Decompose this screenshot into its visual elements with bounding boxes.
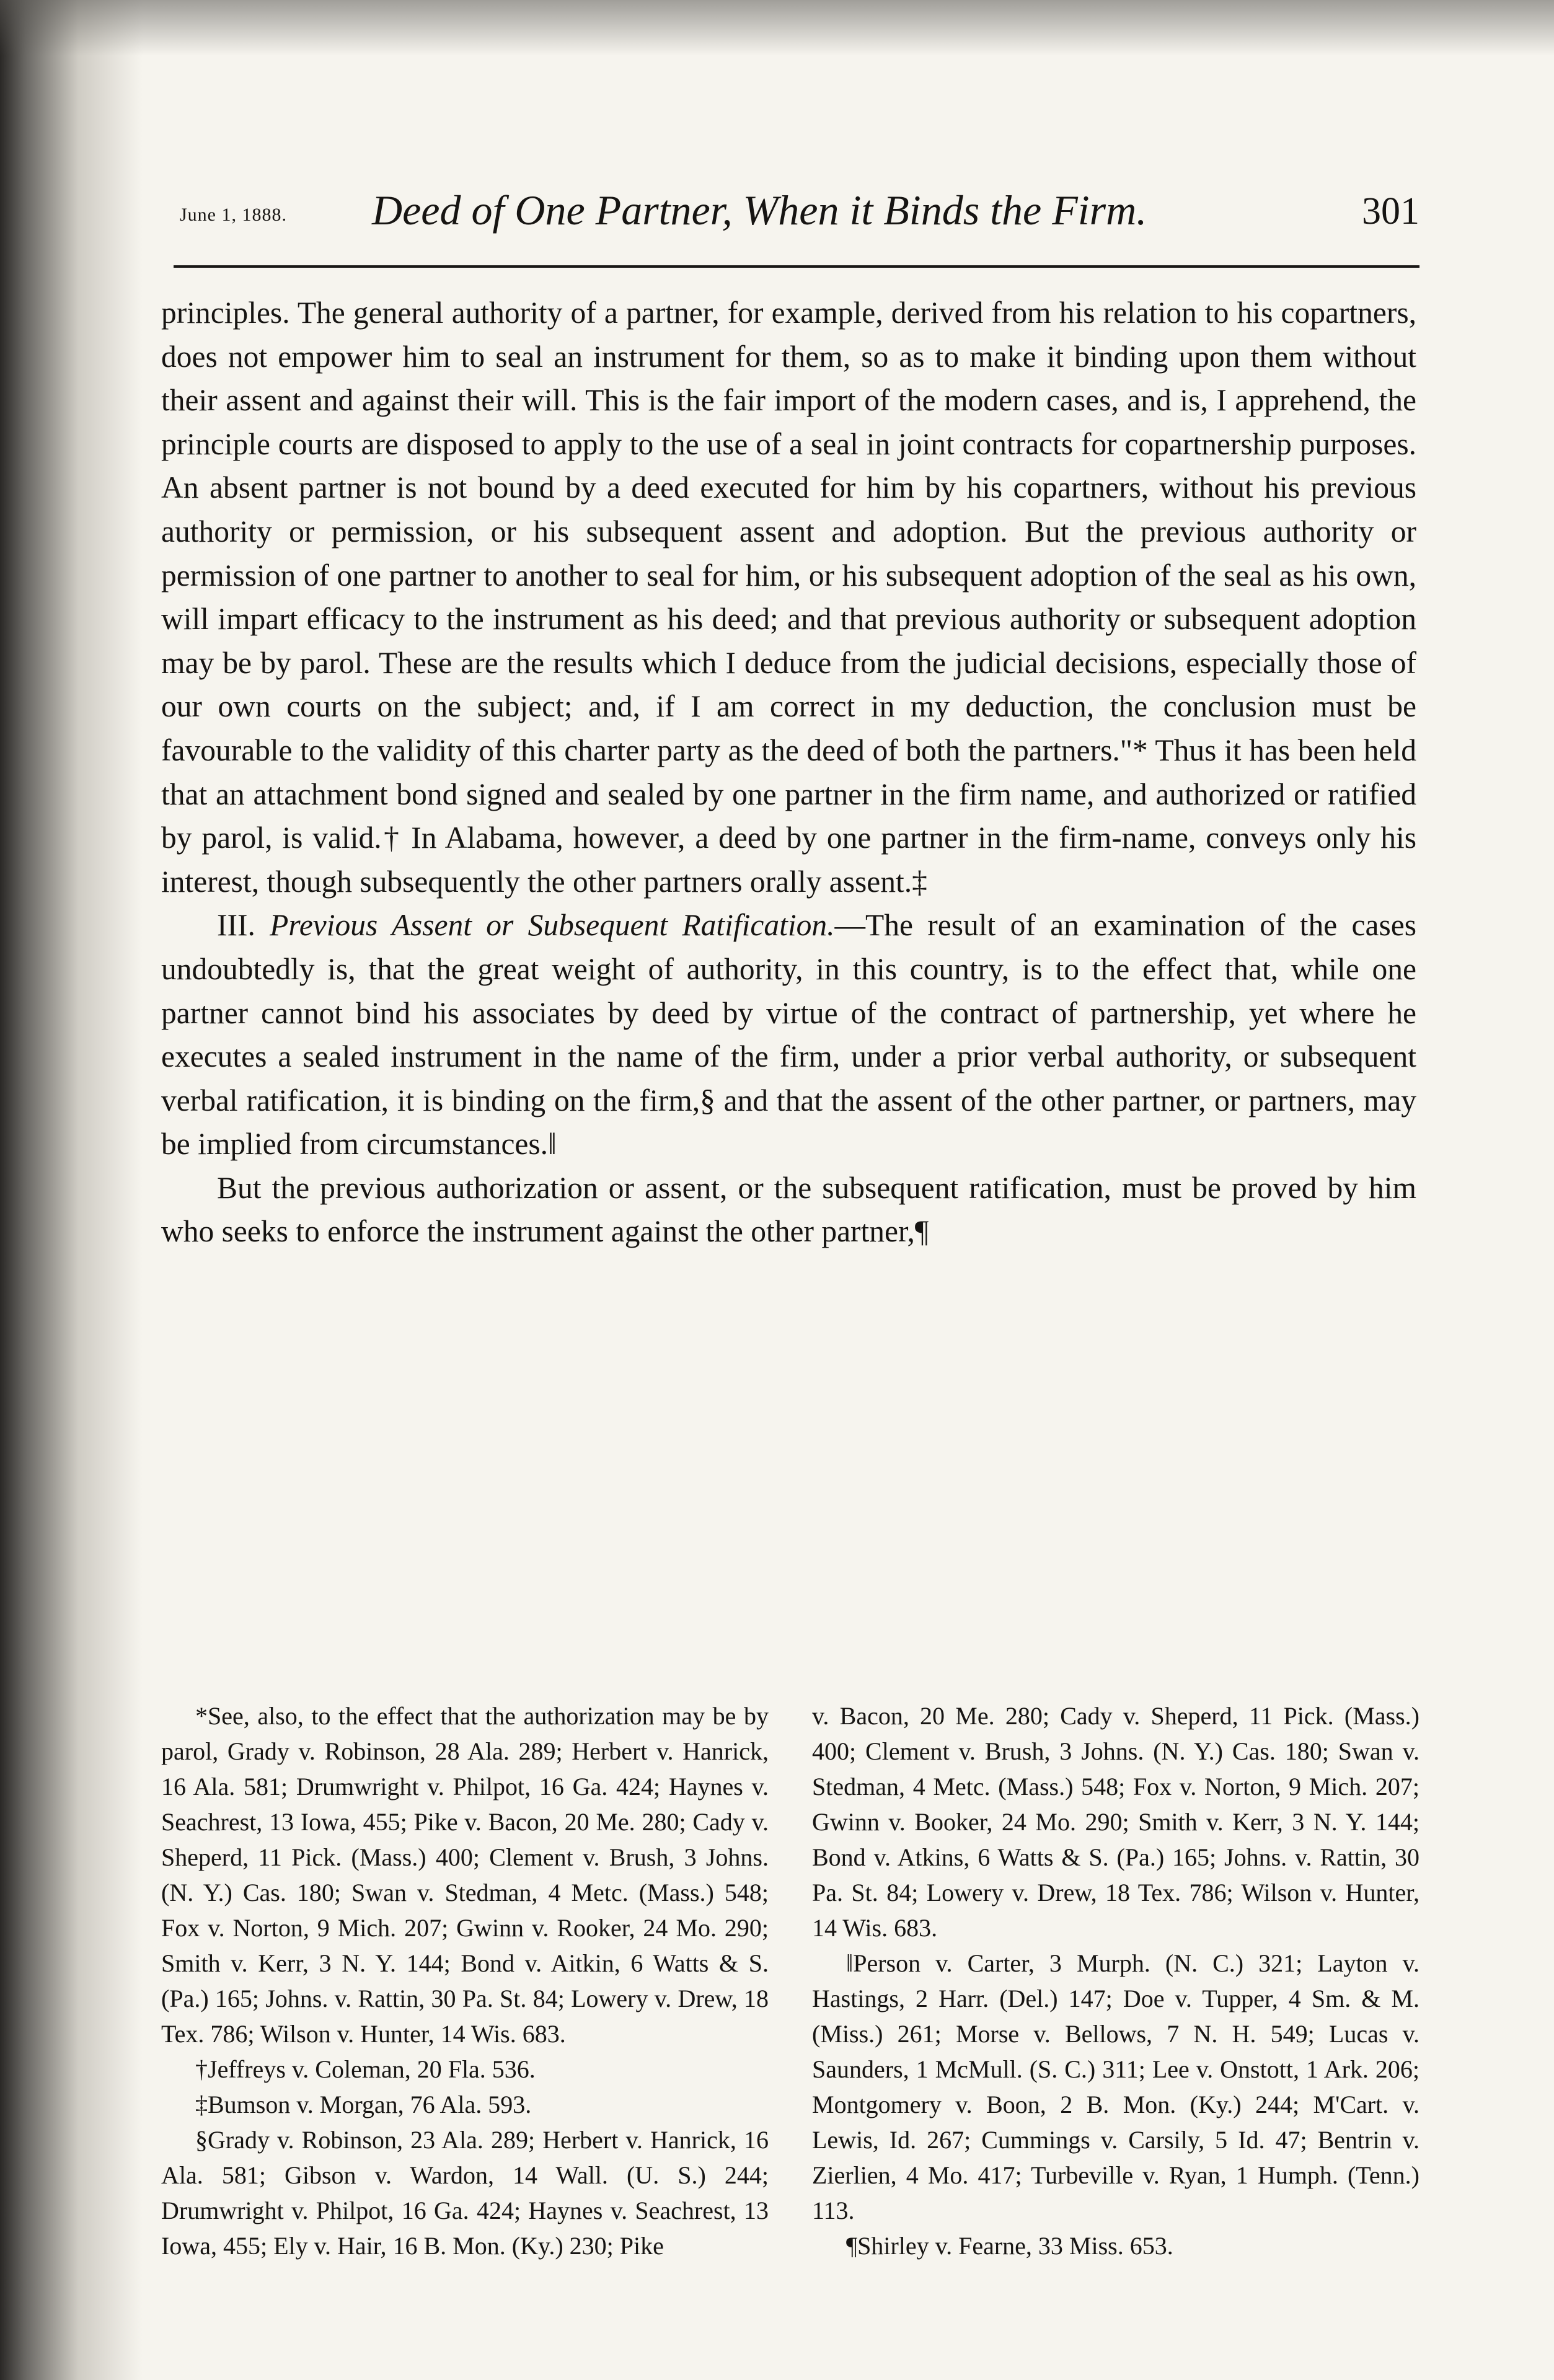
footnote: ¶Shirley v. Fearne, 33 Miss. 653. <box>846 2232 1173 2260</box>
paragraph-2 <box>161 904 1416 1166</box>
footnotes-left-column <box>161 1698 769 2263</box>
section-number: III. <box>217 908 255 943</box>
header-rule <box>174 265 1419 268</box>
page-number: 301 <box>1362 190 1419 232</box>
footnote: ‡Bumson v. Morgan, 76 Ala. 593. <box>195 2091 532 2118</box>
page <box>155 186 1419 2355</box>
header-title: Deed of One Partner, When it Binds the Firm. <box>372 187 1147 234</box>
paragraph-3: But the previous authorization or assent, or the subsequent ratification, must be proved by him who seeks to enforce the instrument against the other partner,¶ <box>161 1170 1416 1249</box>
running-header <box>155 186 1419 260</box>
paragraph-2-text: —The result of an examination of the cases undoubtedly is, that the great weight of authority, in this country, is to the effect that, while one partner cannot bind his associates by deed by virtue of the contract of partnership, yet where he executes a sealed instrument in the name of the firm, under a prior verbal authority, or subsequent verbal ratification, it is binding on the firm,§ and that the assent of the other partner, or partners, may be implied from circumstances.‖ <box>161 908 1416 1161</box>
footnote: ‖Person v. Carter, 3 Murph. (N. C.) 321; Layton v. Hastings, 2 Harr. (Del.) 147; Doe v. Tupper, 4 Sm. & M. (Miss.) 261; Morse v. Bellows, 7 N. H. 549; Lucas v. Saunders, 1 McMull. (S. C.) 311; Lee v. Onstott, 1 Ark. 206; Montgomery v. Boon, 2 B. Mon. (Ky.) 244; M'Cart. v. Lewis, Id. 267; Cummings v. Carsily, 5 Id. 47; Bentrin v. Zierlien, 4 Mo. 417; Turbeville v. Ryan, 1 Humph. (Tenn.) 113. <box>812 1949 1419 2224</box>
footnote: v. Bacon, 20 Me. 280; Cady v. Sheperd, 11 Pick. (Mass.) 400; Clement v. Brush, 3 Johns. (N. Y.) Cas. 180; Swan v. Stedman, 4 Metc. (Mass.) 548; Fox v. Norton, 9 Mich. 207; Gwinn v. Booker, 24 Mo. 290; Smith v. Kerr, 3 N. Y. 144; Bond v. Atkins, 6 Watts & S. (Pa.) 165; Johns. v. Rattin, 30 Pa. St. 84; Lowery v. Drew, 18 Tex. 786; Wilson v. Hunter, 14 Wis. 683. <box>812 1702 1419 1942</box>
paragraph-1: principles. The general authority of a partner, for example, derived from his relation to his copartners, does not empower him to seal an instrument for them, so as to make it binding upon them without their assent and against their will. This is the fair import of the modern cases, and is, I apprehend, the principle courts are disposed to apply to the use of a seal in joint contracts for copartnership purposes. An absent partner is not bound by a deed executed for him by his copartners, without his previous authority or permission, or his subsequent assent and adoption. But the previous authority or permission of one partner to another to seal for him, or his subsequent adoption of the seal as his own, will impart efficacy to the instrument as his deed; and that previous authority or subsequent adoption may be by parol. These are the results which I deduce from the judicial decisions, especially those of our own courts on the subject; and, if I am correct in my deduction, the conclusion must be favourable to the validity of this charter party as the deed of both the partners."* Thus it has been held that an attachment bond signed and sealed by one partner in the firm name, and authorized or ratified by parol, is valid.† In Alabama, however, a deed by one partner in the firm-name, conveys only his interest, though subsequently the other partners orally assent.‡ <box>161 296 1416 899</box>
footnotes <box>161 1698 1419 2263</box>
scan-shadow-edge <box>0 0 143 2380</box>
body-text <box>161 291 1416 1254</box>
header-date: June 1, 1888. <box>180 205 287 225</box>
footnote: †Jeffreys v. Coleman, 20 Fla. 536. <box>195 2055 536 2083</box>
footnotes-right-column <box>812 1698 1419 2263</box>
footnote: §Grady v. Robinson, 23 Ala. 289; Herbert v. Hanrick, 16 Ala. 581; Gibson v. Wardon, 14 Wall. (U. S.) 244; Drumwright v. Philpot, 16 Ga. 424; Haynes v. Seachrest, 13 Iowa, 455; Ely v. Hair, 16 B. Mon. (Ky.) 230; Pike <box>161 2126 769 2260</box>
scan-shadow-top <box>0 0 1554 56</box>
section-heading: Previous Assent or Subsequent Ratification. <box>270 908 835 943</box>
footnote: *See, also, to the effect that the authorization may be by parol, Grady v. Robinson, 28 Ala. 289; Herbert v. Hanrick, 16 Ala. 581; Drumwright v. Philpot, 16 Ga. 424; Haynes v. Seachrest, 13 Iowa, 455; Pike v. Bacon, 20 Me. 280; Cady v. Sheperd, 11 Pick. (Mass.) 400; Clement v. Brush, 3 Johns. (N. Y.) Cas. 180; Swan v. Stedman, 4 Metc. (Mass.) 548; Fox v. Norton, 9 Mich. 207; Gwinn v. Rooker, 24 Mo. 290; Smith v. Kerr, 3 N. Y. 144; Bond v. Aitkin, 6 Watts & S. (Pa.) 165; Johns. v. Rattin, 30 Pa. St. 84; Lowery v. Drew, 18 Tex. 786; Wilson v. Hunter, 14 Wis. 683. <box>161 1702 769 2048</box>
